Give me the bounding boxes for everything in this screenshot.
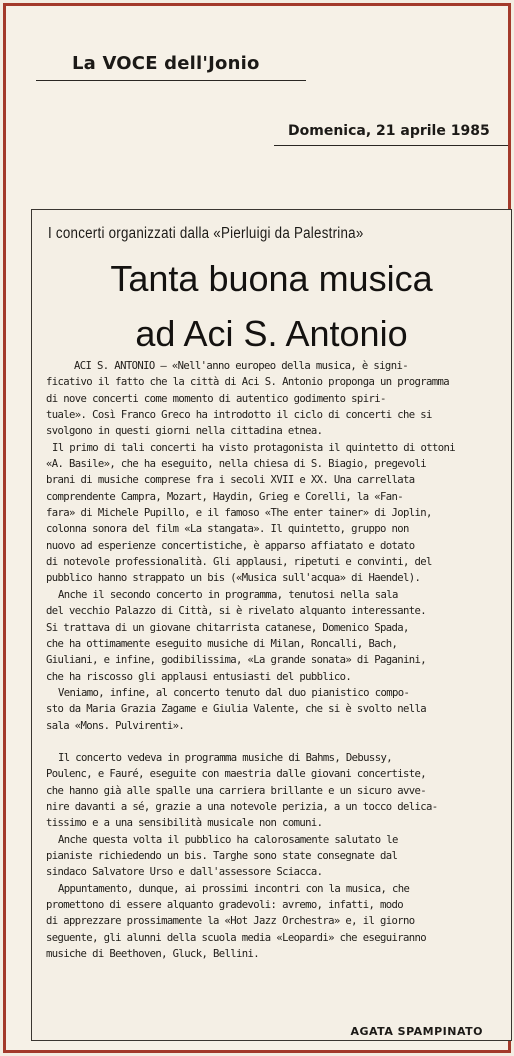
body-line: sala «Mons. Pulvirenti». <box>46 719 185 732</box>
body-line: tissimo e a una sensibilità musicale non comuni. <box>46 817 323 830</box>
headline-line-1: Tanta buona musica <box>110 258 433 299</box>
body-line: Appuntamento, dunque, ai prossimi incontri con la musica, che <box>58 882 410 895</box>
body-line: colonna sonora del film «La stangata». Il quintetto, gruppo non <box>46 523 409 536</box>
body-line: nire davanti a sé, grazie a una notevole perizia, a un tocco delica- <box>46 800 438 813</box>
body-line: ACI S. ANTONIO — «Nell'anno europeo della musica, è signi- <box>74 360 408 372</box>
body-line: sto da Maria Grazia Zagame e Giulia Valente, che si è svolto nella <box>46 703 427 716</box>
body-line: Giuliani, e infine, godibilissima, «La grande sonata» di Paganini, <box>46 654 427 667</box>
body-line: pianiste richiedendo un bis. Targhe sono state consegnate dal <box>46 849 398 862</box>
body-line: brani di musiche comprese fra i secoli XVII e XX. Una carrellata <box>46 474 415 487</box>
body-line: musiche di Beethoven, Gluck, Bellini. <box>46 948 260 961</box>
body-line: di notevole professionalità. Gli applausi, ripetuti e convinti, del <box>46 556 432 569</box>
body-line: che ha riscosso gli applausi entusiasti del pubblico. <box>46 670 352 683</box>
publication-date: Domenica, 21 aprile 1985 <box>288 123 490 139</box>
body-line: nuovo ad esperienze concertistiche, è apparso affiatato e dotato <box>46 539 415 552</box>
body-line: Poulenc, e Fauré, eseguite con maestria dalle giovani concertiste, <box>46 768 427 781</box>
body-line: di nove concerti come momento di autentico godimento spiri- <box>46 392 386 405</box>
masthead: La VOCE dell'Jonio <box>72 53 260 74</box>
body-line: del vecchio Palazzo di Città, si è rivelato alquanto interessante. <box>46 605 427 618</box>
body-line: che ha ottimamente eseguito musiche di Milan, Roncalli, Bach, <box>46 637 398 650</box>
body-line: promettono di essere alquanto gradevoli: avremo, infatti, modo <box>46 899 403 911</box>
date-rule <box>274 145 508 146</box>
body-line: Il primo di tali concerti ha visto protagonista il quintetto di ottoni <box>52 441 456 454</box>
article-body <box>46 358 502 962</box>
body-line: pubblico hanno strappato un bis («Musica sull'acqua» di Haendel). <box>46 572 421 585</box>
body-line: seguente, gli alunni della scuola media «Leopardi» che eseguiranno <box>46 931 427 944</box>
article-box <box>31 209 512 1041</box>
headline-line-2: ad Aci S. Antonio <box>135 313 408 354</box>
body-line: Anche questa volta il pubblico ha calorosamente salutato le <box>58 833 398 846</box>
body-line: Il concerto vedeva in programma musiche di Bahms, Debussy, <box>58 751 392 764</box>
body-line: Si trattava di un giovane chitarrista catanese, Domenico Spada, <box>46 621 409 634</box>
body-line: «A. Basile», che ha eseguito, nella chiesa di S. Biagio, pregevoli <box>46 458 427 471</box>
body-line: che hanno già alle spalle una carriera brillante e un sicuro avve- <box>46 784 427 797</box>
body-line: tuale». Così Franco Greco ha introdotto il ciclo di concerti che si <box>46 409 432 422</box>
body-line: Anche il secondo concerto in programma, tenutosi nella sala <box>58 588 398 601</box>
body-line: comprendente Campra, Mozart, Haydin, Grieg e Corelli, la «Fan- <box>46 490 403 503</box>
body-line: sindaco Salvatore Urso e dall'assessore Sciacca. <box>46 866 323 879</box>
author-signature: AGATA SPAMPINATO <box>350 1025 483 1038</box>
body-line: fara» di Michele Pupillo, e il famoso «The enter tainer» di Joplin, <box>46 507 432 520</box>
body-line: svolgono in questi giorni nella cittadina etnea. <box>46 425 323 438</box>
article-kicker: I concerti organizzati dalla «Pierluigi da Palestrina» <box>48 225 364 242</box>
body-line: Veniamo, infine, al concerto tenuto dal duo pianistico compo- <box>58 686 410 699</box>
body-line: di apprezzare prossimamente la «Hot Jazz Orchestra» e, il giorno <box>46 915 415 928</box>
masthead-rule <box>36 80 306 81</box>
body-line: ficativo il fatto che la città di Aci S. Antonio proponga un programma <box>46 376 450 389</box>
paragraph-gap <box>46 734 502 750</box>
clipping-frame <box>3 3 511 1053</box>
